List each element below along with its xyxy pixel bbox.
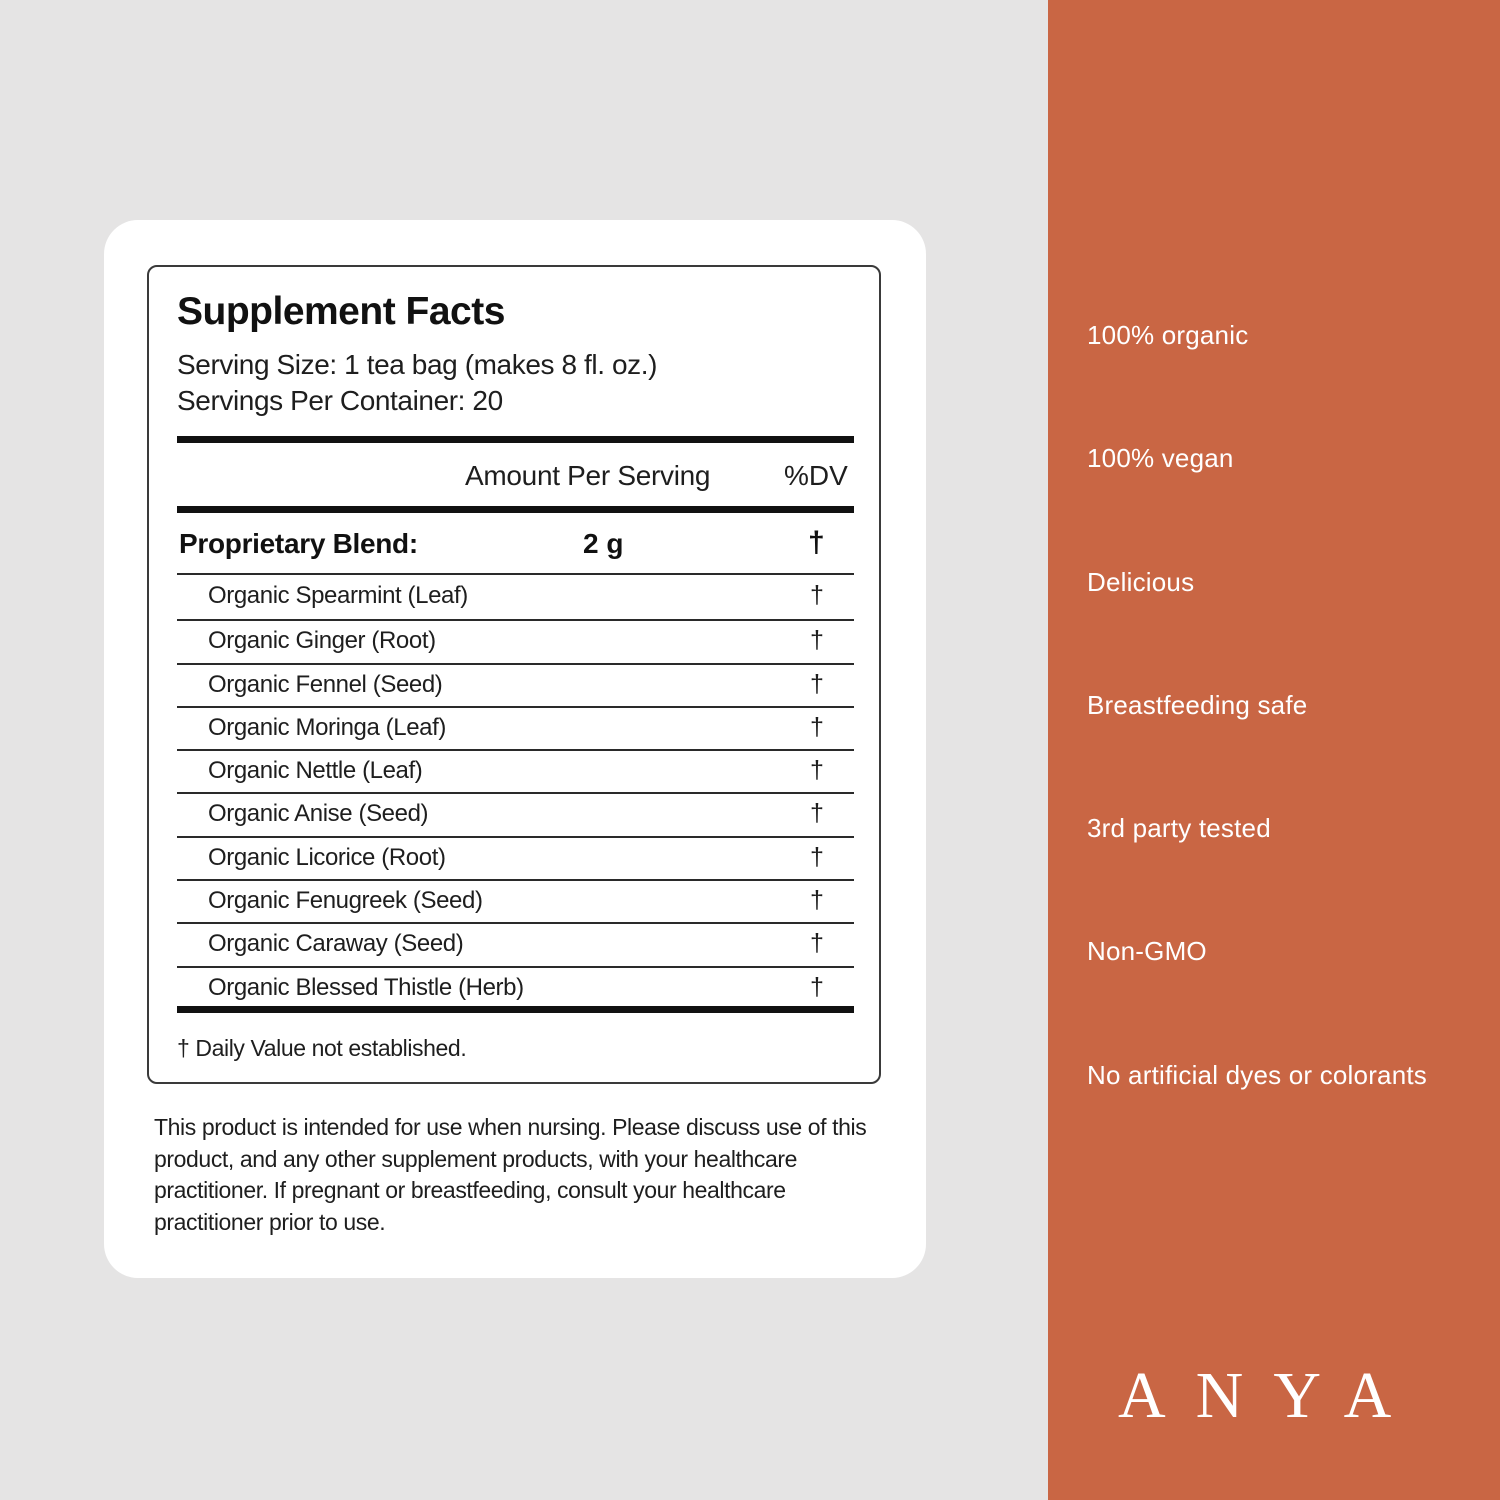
ingredient-row — [177, 706, 854, 749]
ingredient-dv: † — [810, 626, 824, 655]
disclaimer-text: This product is intended for use when nursing. Please discuss use of this product, and any other supplement products, with your healthcare practitioner. If pregnant or breastfeeding, consult your healthcare practitioner prior to use. — [154, 1114, 867, 1235]
ingredient-name: Organic Blessed Thistle (Herb) — [208, 973, 524, 1001]
ingredient-list — [177, 576, 854, 1009]
ingredient-name: Organic Ginger (Root) — [208, 627, 436, 655]
ingredient-row — [177, 966, 854, 1009]
proprietary-blend-label: Proprietary Blend: — [179, 528, 418, 559]
feature-item: Non-GMO — [1087, 936, 1207, 967]
ingredient-dv: † — [810, 669, 824, 698]
ingredient-dv: † — [810, 581, 824, 609]
proprietary-blend-amount: 2 g — [583, 528, 624, 559]
ingredient-name: Organic Fenugreek (Seed) — [208, 887, 483, 915]
blend-rule — [177, 573, 854, 575]
ingredient-name: Organic Moringa (Leaf) — [208, 713, 446, 741]
bottom-rule — [177, 1006, 854, 1013]
dv-header: %DV — [784, 460, 848, 491]
proprietary-blend-dv: † — [808, 526, 825, 559]
ingredient-name: Organic Spearmint (Leaf) — [208, 582, 468, 609]
header-rule — [177, 506, 854, 513]
feature-item: 3rd party tested — [1087, 813, 1271, 844]
ingredient-row — [177, 663, 854, 706]
ingredient-name: Organic Licorice (Root) — [208, 843, 446, 871]
ingredient-name: Organic Fennel (Seed) — [208, 670, 443, 698]
feature-list — [1087, 320, 1427, 1183]
feature-item: Breastfeeding safe — [1087, 689, 1308, 720]
top-rule — [177, 436, 854, 443]
ingredient-name: Organic Nettle (Leaf) — [208, 757, 423, 785]
ingredient-row — [177, 836, 854, 879]
ingredient-row — [177, 576, 854, 619]
ingredient-name: Organic Caraway (Seed) — [208, 930, 464, 958]
ingredient-dv: † — [810, 756, 824, 785]
ingredient-dv: † — [810, 886, 824, 915]
ingredient-dv: † — [810, 842, 824, 871]
ingredient-row — [177, 922, 854, 965]
brand-logo: ANYA — [1118, 1359, 1422, 1432]
serving-size: Serving Size: 1 tea bag (makes 8 fl. oz.) — [177, 349, 658, 380]
feature-item: No artificial dyes or colorants — [1087, 1059, 1427, 1090]
supplement-facts-title: Supplement Facts — [177, 290, 505, 333]
feature-item: 100% organic — [1087, 320, 1249, 350]
ingredient-dv: † — [810, 929, 824, 958]
servings-per-container: Servings Per Container: 20 — [177, 385, 503, 416]
ingredient-name: Organic Anise (Seed) — [208, 800, 429, 828]
feature-item: 100% vegan — [1087, 443, 1234, 474]
amount-per-serving-header: Amount Per Serving — [465, 460, 711, 491]
ingredient-row — [177, 792, 854, 835]
ingredient-row — [177, 879, 854, 922]
ingredient-row — [177, 749, 854, 792]
ingredient-dv: † — [810, 972, 824, 1001]
ingredient-row — [177, 619, 854, 662]
ingredient-dv: † — [810, 799, 824, 828]
ingredient-dv: † — [810, 712, 824, 741]
daily-value-footnote: † Daily Value not established. — [177, 1035, 467, 1061]
feature-item: Delicious — [1087, 566, 1195, 597]
